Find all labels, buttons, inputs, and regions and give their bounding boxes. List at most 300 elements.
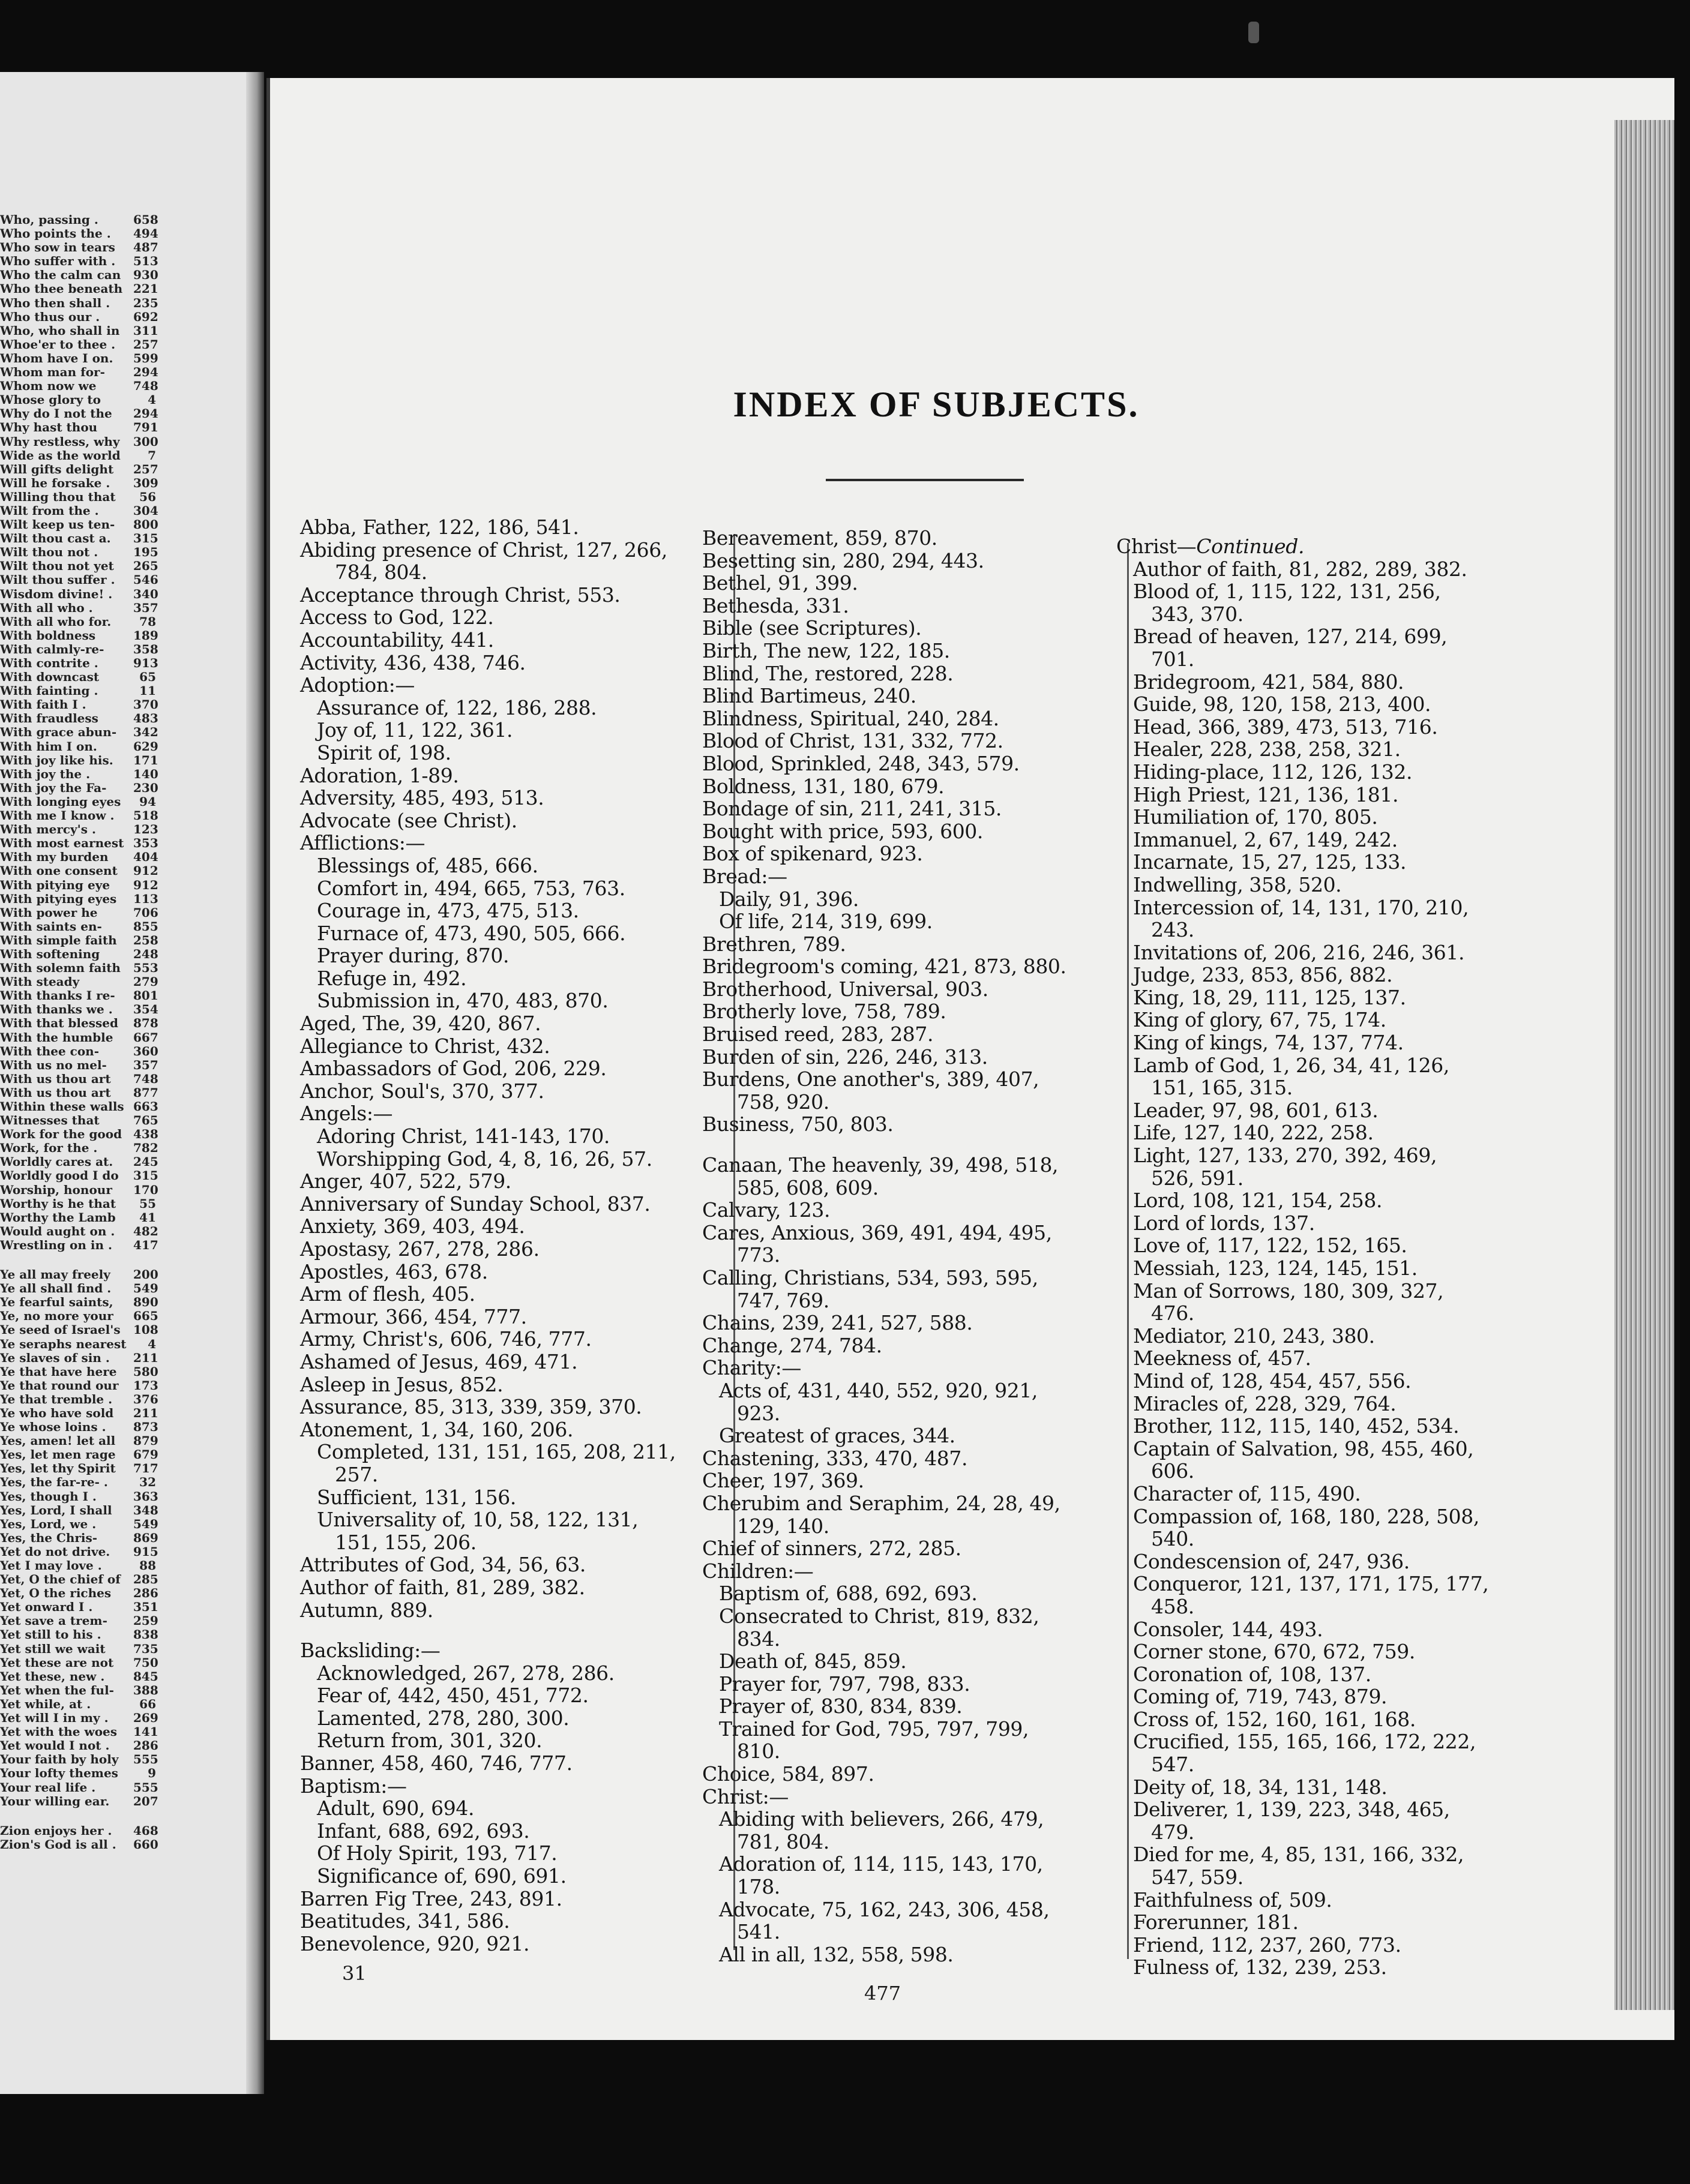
index-entry: Assurance, 85, 313, 339, 359, 370. [300, 1395, 642, 1419]
first-line-entry [0, 227, 156, 241]
first-line-text: With my burden [0, 850, 109, 865]
index-entry: 834. [737, 1627, 780, 1651]
index-entry: Afflictions:— [300, 831, 426, 855]
index-entry: Hiding-place, 112, 126, 132. [1133, 760, 1413, 784]
index-entry: Asleep in Jesus, 852. [300, 1372, 504, 1396]
first-line-entry [0, 961, 156, 975]
first-line-entry [0, 1504, 156, 1517]
index-entry: Barren Fig Tree, 243, 891. [300, 1886, 562, 1910]
first-line-entry [0, 1169, 156, 1183]
index-entry: Invitations of, 206, 216, 246, 361. [1133, 940, 1465, 964]
hymn-number: 265 [133, 559, 158, 574]
first-line-entry [0, 421, 156, 434]
index-entry: Life, 127, 140, 222, 258. [1133, 1121, 1374, 1145]
index-entry: Author of faith, 81, 289, 382. [300, 1575, 585, 1599]
hymn-number: 257 [133, 461, 158, 476]
index-entry: Anniversary of Sunday School, 837. [300, 1192, 651, 1216]
index-entry: Backsliding:— [300, 1639, 441, 1663]
first-line-text: Wrestling on in . [0, 1237, 112, 1252]
first-line-entry [0, 1155, 156, 1169]
index-entry: Adoring Christ, 141-143, 170. [317, 1124, 610, 1148]
first-line-entry [0, 324, 156, 338]
hymn-number: 930 [133, 268, 158, 283]
hymn-number: 235 [133, 295, 158, 310]
index-entry: Children:— [702, 1559, 814, 1583]
hymn-number: 309 [133, 475, 158, 490]
index-entry: Character of, 115, 490. [1133, 1481, 1361, 1505]
index-entry: Lord of lords, 137. [1133, 1211, 1315, 1235]
index-entry: Deity of, 18, 34, 131, 148. [1133, 1775, 1388, 1799]
index-entry: 773. [737, 1243, 780, 1267]
first-line-entry [0, 1490, 156, 1504]
index-entry: Anger, 407, 522, 579. [300, 1169, 511, 1193]
first-line-text: Your lofty themes [0, 1766, 118, 1781]
first-line-text: Yet with the woes [0, 1724, 118, 1739]
first-line-entry [0, 670, 156, 684]
first-line-text: Ye all shall find . [0, 1281, 112, 1296]
first-line-entry [0, 296, 156, 310]
first-line-text: With power he [0, 905, 98, 920]
hymn-number: 304 [133, 503, 158, 518]
first-line-entry [0, 698, 156, 712]
index-entry: Christ—Continued. [1116, 535, 1305, 558]
index-entry: Activity, 436, 438, 746. [300, 650, 526, 674]
hymn-number: 679 [133, 1447, 158, 1462]
first-line-text: Who, who shall in [0, 323, 120, 338]
first-line-entry [0, 1141, 156, 1155]
index-entry: Daily, 91, 396. [719, 887, 859, 911]
hymn-number: 878 [133, 1016, 158, 1031]
index-entry: Arm of flesh, 405. [300, 1282, 475, 1306]
first-line-text: Work for the good [0, 1127, 122, 1142]
section-gap [0, 1808, 156, 1824]
first-line-entry [0, 1282, 156, 1295]
first-line-entry [0, 809, 156, 823]
hymn-number: 315 [133, 531, 158, 546]
hymn-number: 354 [133, 1002, 158, 1017]
first-line-entry [0, 1573, 156, 1586]
first-line-text: Yes, amen! let all [0, 1433, 116, 1448]
index-entry: Prayer during, 870. [317, 944, 510, 968]
index-entry: Bible (see Scriptures). [702, 616, 922, 640]
hymn-number: 482 [133, 1223, 158, 1238]
index-entry: Access to God, 122. [300, 605, 494, 629]
first-line-entry [0, 213, 156, 227]
page-title: INDEX OF SUBJECTS. [733, 385, 1140, 424]
hymn-number: 912 [133, 877, 158, 892]
first-line-entry [0, 573, 156, 587]
index-entry: Acknowledged, 267, 278, 286. [317, 1661, 615, 1685]
first-line-text: Willing thou that [0, 489, 116, 504]
first-line-text: Your faith by holy [0, 1752, 119, 1767]
index-entry: Abba, Father, 122, 186, 541. [300, 515, 579, 539]
index-entry: Change, 274, 784. [702, 1333, 882, 1357]
first-line-entry [0, 1351, 156, 1365]
index-entry: 178. [737, 1875, 780, 1899]
index-entry: Man of Sorrows, 180, 309, 327, [1133, 1279, 1444, 1303]
first-line-text: With calmly-re- [0, 641, 104, 656]
facing-page-fragment [0, 72, 264, 2094]
first-line-entry [0, 504, 156, 518]
first-line-entry [0, 1838, 156, 1852]
hymn-number: 357 [133, 1057, 158, 1072]
hymn-number: 879 [133, 1433, 158, 1448]
title-rule [826, 479, 1024, 481]
index-entry: 151, 165, 315. [1151, 1076, 1293, 1100]
hymn-number: 357 [133, 600, 158, 615]
first-line-entry [0, 906, 156, 920]
index-entry: Acceptance through Christ, 553. [300, 583, 621, 607]
first-line-entry [0, 975, 156, 989]
hymn-number: 376 [133, 1391, 158, 1406]
hymn-number: 580 [133, 1364, 158, 1379]
first-line-entry [0, 892, 156, 906]
section-gap [702, 1136, 1110, 1154]
index-entry: King of kings, 74, 137, 774. [1133, 1031, 1404, 1055]
first-line-entry [0, 559, 156, 573]
first-line-text: Ye, no more your [0, 1309, 113, 1324]
first-line-text: With thee con- [0, 1043, 99, 1058]
first-line-text: With the humble [0, 1030, 113, 1045]
first-line-text: Whom now we [0, 379, 97, 394]
hymn-number: 915 [133, 1544, 158, 1559]
first-line-entry [0, 518, 156, 532]
hymn-number: 494 [133, 226, 158, 241]
index-entry: Love of, 117, 122, 152, 165. [1133, 1234, 1407, 1258]
first-line-entry [0, 754, 156, 767]
first-line-entry [0, 740, 156, 754]
first-line-entry [0, 656, 156, 670]
index-entry: Abiding with believers, 266, 479, [719, 1807, 1044, 1831]
index-entry: Adoption:— [300, 673, 415, 697]
index-entry: Attributes of God, 34, 56, 63. [300, 1553, 586, 1577]
first-line-text: Your willing ear. [0, 1793, 110, 1808]
first-line-entry [0, 1238, 156, 1252]
first-line-entry [0, 836, 156, 850]
first-line-entry [0, 1323, 156, 1337]
index-entry: All in all, 132, 558, 598. [719, 1942, 954, 1966]
hymn-number: 315 [133, 1168, 158, 1183]
first-line-entry [0, 1393, 156, 1406]
first-line-entry [0, 241, 156, 254]
first-line-text: Would aught on . [0, 1223, 115, 1238]
first-line-text: Yes, the far-re- . [0, 1475, 108, 1490]
hymn-number: 912 [133, 863, 158, 878]
first-line-text: With saints en- [0, 919, 102, 934]
first-line-entry [0, 1406, 156, 1420]
first-line-text: Yet do not drive. [0, 1544, 110, 1559]
first-line-entry [0, 352, 156, 365]
index-entry: Universality of, 10, 58, 122, 131, [317, 1508, 639, 1532]
hymn-number: 801 [133, 988, 158, 1003]
first-line-text: Ye slaves of sin . [0, 1350, 110, 1365]
first-line-text: With boldness [0, 628, 96, 643]
first-line-entry [0, 878, 156, 892]
index-entry: Autumn, 889. [300, 1598, 433, 1622]
first-line-text: With all who for. [0, 614, 112, 629]
hymn-number: 257 [133, 337, 158, 352]
first-line-entry [0, 864, 156, 878]
hymn-number: 108 [133, 1322, 158, 1337]
hymn-number: 207 [133, 1793, 158, 1808]
first-line-text: Yet, O the riches [0, 1586, 112, 1601]
index-entry: Brother, 112, 115, 140, 452, 534. [1133, 1414, 1460, 1438]
index-entry: Condescension of, 247, 936. [1133, 1549, 1410, 1573]
index-entry: Cheer, 197, 369. [702, 1469, 864, 1493]
first-line-entry [0, 1795, 156, 1808]
first-line-text: Will gifts delight [0, 461, 114, 476]
index-entry: Baptism:— [300, 1774, 407, 1798]
index-entry: Abiding presence of Christ, 127, 266, [300, 538, 667, 562]
hymn-number: 555 [133, 1752, 158, 1767]
hymn-number: 88 [139, 1558, 156, 1573]
index-entry: Adoration of, 114, 115, 143, 170, [719, 1852, 1043, 1876]
hymn-number: 487 [133, 240, 158, 255]
index-entry: Captain of Salvation, 98, 455, 460, [1133, 1436, 1474, 1460]
first-line-text: Whom have I on. [0, 350, 113, 365]
first-line-text: Yes, Lord, we . [0, 1516, 97, 1531]
hymn-number: 513 [133, 254, 158, 269]
hymn-number: 259 [133, 1613, 158, 1628]
index-entry: Fear of, 442, 450, 451, 772. [317, 1684, 589, 1708]
hymn-number: 189 [133, 628, 158, 643]
first-line-text: Ye who have sold [0, 1405, 114, 1420]
first-line-entry [0, 1739, 156, 1753]
hymn-number: 211 [133, 1405, 158, 1420]
first-line-text: With thanks I re- [0, 988, 115, 1003]
first-line-text: Yet save a trem- [0, 1613, 107, 1628]
first-line-text: With softening [0, 946, 100, 961]
first-line-text: Within these walls [0, 1099, 124, 1114]
index-entry: Banner, 458, 460, 746, 777. [300, 1751, 573, 1775]
index-entry: Advocate, 75, 162, 243, 306, 458, [719, 1897, 1050, 1921]
index-entry: 810. [737, 1739, 780, 1763]
first-line-entry [0, 795, 156, 809]
hymn-number: 248 [133, 946, 158, 961]
hymn-number: 353 [133, 836, 158, 851]
first-line-text: Worthy the Lamb [0, 1210, 116, 1225]
index-entry: 343, 370. [1151, 602, 1243, 626]
hymn-number: 555 [133, 1780, 158, 1795]
index-entry: Refuge in, 492. [317, 966, 467, 990]
index-entry: Cares, Anxious, 369, 491, 494, 495, [702, 1220, 1052, 1244]
first-line-entry [0, 629, 156, 643]
first-line-entry [0, 407, 156, 421]
index-entry: Leader, 97, 98, 601, 613. [1133, 1098, 1379, 1122]
first-line-text: Wilt from the . [0, 503, 99, 518]
first-line-entry [0, 1559, 156, 1573]
first-line-entry [0, 282, 156, 296]
hymn-number: 750 [133, 1655, 158, 1670]
first-line-entry [0, 1058, 156, 1072]
first-line-entry [0, 435, 156, 449]
first-line-entry [0, 1434, 156, 1448]
first-line-entry [0, 1824, 156, 1838]
first-line-text: Yes, the Chris- [0, 1530, 98, 1545]
first-line-text: With grace abun- [0, 725, 117, 740]
index-entry: Chains, 239, 241, 527, 588. [702, 1311, 973, 1335]
first-line-text: Wilt thou not yet [0, 559, 114, 574]
first-line-text: Wide as the world [0, 448, 121, 463]
hymn-number: 665 [133, 1309, 158, 1324]
first-line-entry [0, 1684, 156, 1697]
index-entry: Christ:— [702, 1784, 789, 1808]
first-line-text: Wilt keep us ten- [0, 517, 115, 532]
index-entry: Army, Christ's, 606, 746, 777. [300, 1327, 592, 1351]
index-entry: 541. [737, 1920, 780, 1944]
first-line-text: With me I know . [0, 808, 115, 823]
index-entry: 129, 140. [737, 1514, 829, 1538]
hymn-number: 211 [133, 1350, 158, 1365]
first-line-text: Ye all may freely [0, 1267, 110, 1282]
hymn-number: 32 [139, 1475, 156, 1490]
first-line-text: Yet onward I . [0, 1600, 93, 1615]
first-line-text: Why do I not the [0, 406, 112, 421]
index-entry: 923. [737, 1401, 780, 1425]
index-entry: Consecrated to Christ, 819, 832, [719, 1604, 1039, 1628]
hymn-number: 140 [133, 766, 158, 781]
index-entry: Lamb of God, 1, 26, 34, 41, 126, [1133, 1053, 1449, 1077]
first-line-text: With fainting . [0, 683, 98, 698]
index-entry: Head, 366, 389, 473, 513, 716. [1133, 715, 1438, 739]
index-entry: Faithfulness of, 509. [1133, 1888, 1332, 1912]
first-line-text: Ye seed of Israel's [0, 1322, 121, 1337]
index-column-1 [300, 516, 708, 1955]
index-entry: Calvary, 123. [702, 1198, 831, 1222]
index-entry: Author of faith, 81, 282, 289, 382. [1133, 557, 1467, 581]
index-entry: 257. [335, 1462, 378, 1486]
index-entry: Greatest of graces, 344. [719, 1424, 955, 1448]
index-entry: Completed, 131, 151, 165, 208, 211, [317, 1440, 676, 1464]
index-entry: Worshipping God, 4, 8, 16, 26, 57. [317, 1147, 652, 1171]
first-line-text: With one consent [0, 863, 118, 878]
first-line-entry [0, 1614, 156, 1628]
hymn-number: 173 [133, 1378, 158, 1393]
first-line-text: Who the calm can [0, 268, 121, 283]
hymn-number: 286 [133, 1738, 158, 1753]
first-line-text: Who thee beneath [0, 281, 123, 296]
index-entry: Calling, Christians, 534, 593, 595, [702, 1266, 1038, 1289]
hymn-number: 549 [133, 1281, 158, 1296]
hymn-number: 706 [133, 905, 158, 920]
first-line-entry [0, 1268, 156, 1282]
hymn-number: 748 [133, 1071, 158, 1086]
first-line-text: Worthy is he that [0, 1196, 116, 1211]
hymn-number: 245 [133, 1154, 158, 1169]
first-line-entry [0, 1072, 156, 1086]
first-line-entry [0, 476, 156, 490]
hymn-number: 65 [139, 670, 156, 685]
first-line-text: Who then shall . [0, 295, 110, 310]
first-line-text: With steady [0, 974, 80, 989]
index-entry: Submission in, 470, 483, 870. [317, 989, 609, 1013]
hymn-number: 4 [148, 392, 156, 407]
first-line-text: With solemn faith [0, 961, 121, 976]
first-line-text: Yet when the ful- [0, 1682, 114, 1697]
first-line-entry [0, 1475, 156, 1489]
index-entry: Bethel, 91, 399. [702, 571, 858, 595]
first-line-text: Who points the . [0, 226, 111, 241]
first-line-entry [0, 767, 156, 781]
hymn-number: 230 [133, 780, 158, 795]
hymn-number: 692 [133, 309, 158, 324]
first-line-entry [0, 1127, 156, 1141]
first-line-entry [0, 268, 156, 282]
index-entry: Lord, 108, 121, 154, 258. [1133, 1189, 1383, 1213]
index-entry: 784, 804. [335, 560, 427, 584]
first-line-entry [0, 545, 156, 559]
first-line-entry [0, 1448, 156, 1462]
index-entry: 701. [1151, 647, 1194, 671]
first-line-entry [0, 1045, 156, 1058]
first-line-text: Work, for the . [0, 1141, 98, 1156]
index-entry: Corner stone, 670, 672, 759. [1133, 1640, 1415, 1664]
first-line-entry [0, 1016, 156, 1030]
first-line-text: Ye that round our [0, 1378, 119, 1393]
index-entry: Adult, 690, 694. [317, 1796, 475, 1820]
first-line-text: Whose glory to [0, 392, 101, 407]
index-entry: Besetting sin, 280, 294, 443. [702, 548, 984, 572]
hymn-number: 599 [133, 350, 158, 365]
first-line-text: With him I on. [0, 739, 97, 754]
first-line-entry [0, 601, 156, 615]
first-line-text: Who suffer with . [0, 254, 116, 269]
hymn-number: 7 [148, 448, 156, 463]
index-entry: Blood of Christ, 131, 332, 772. [702, 729, 1003, 753]
book-gutter [246, 72, 264, 2094]
index-entry: High Priest, 121, 136, 181. [1133, 782, 1399, 806]
index-entry: Brotherhood, Universal, 903. [702, 977, 988, 1001]
index-entry: Lamented, 278, 280, 300. [317, 1706, 570, 1730]
first-line-text: With that blessed [0, 1016, 118, 1031]
ink-blot [1248, 22, 1259, 43]
index-entry: Of life, 214, 319, 699. [719, 910, 933, 934]
hymn-number: 170 [133, 1182, 158, 1197]
index-entry: Coronation of, 108, 137. [1133, 1662, 1371, 1686]
first-line-entry [0, 1628, 156, 1642]
first-line-entry [0, 449, 156, 463]
index-entry: 458. [1151, 1594, 1194, 1618]
first-line-text: With pitying eye [0, 877, 110, 892]
index-entry: Adversity, 485, 493, 513. [300, 786, 544, 810]
first-line-entry [0, 1379, 156, 1393]
index-entry: Blind Bartimeus, 240. [702, 684, 916, 708]
index-entry: Compassion of, 168, 180, 228, 508, [1133, 1504, 1479, 1528]
first-line-entry [0, 365, 156, 379]
index-entry: Death of, 845, 859. [719, 1649, 907, 1673]
first-line-entry [0, 393, 156, 407]
first-line-entry [0, 1295, 156, 1309]
hymn-number: 800 [133, 517, 158, 532]
first-line-entry [0, 532, 156, 545]
first-line-text: Yes, let men rage [0, 1447, 116, 1462]
index-entry: 547. [1151, 1753, 1194, 1777]
hymn-number: 549 [133, 1516, 158, 1531]
first-line-entry [0, 684, 156, 698]
index-entry: Advocate (see Christ). [300, 808, 517, 832]
first-line-text: Wisdom divine! . [0, 586, 113, 601]
hymn-number: 294 [133, 406, 158, 421]
first-line-text: With contrite . [0, 656, 98, 670]
first-line-entry [0, 1781, 156, 1795]
first-line-text: With joy like his. [0, 752, 113, 767]
hymn-number: 658 [133, 212, 158, 227]
first-line-entry [0, 1656, 156, 1670]
first-line-text: Ye whose loins . [0, 1420, 106, 1435]
first-line-text: With us thou art [0, 1085, 111, 1100]
index-entry: Judge, 233, 853, 856, 882. [1133, 963, 1393, 987]
first-line-entry [0, 1725, 156, 1739]
